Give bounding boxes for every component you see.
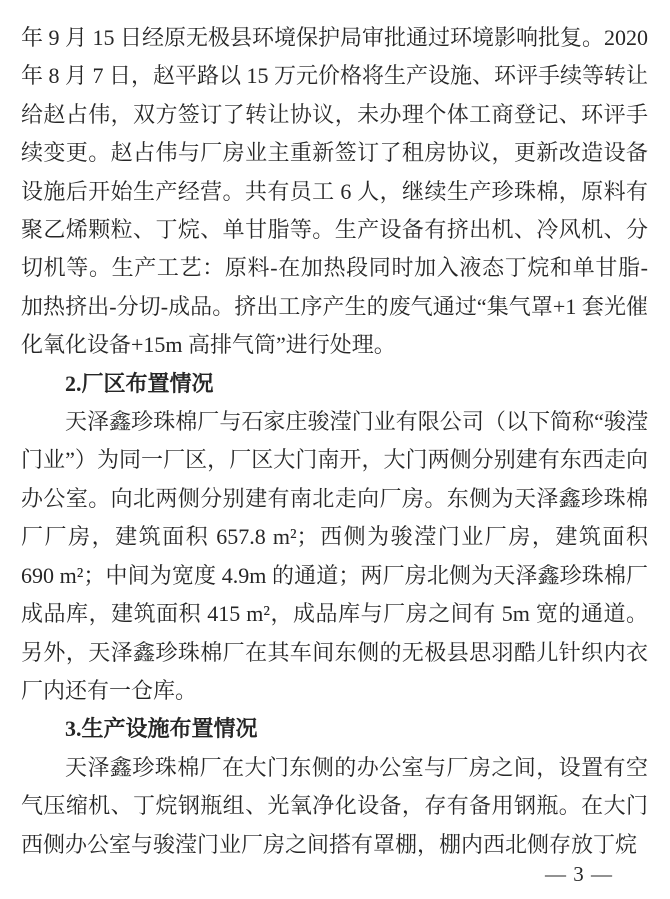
section-heading-production-facilities: 3.生产设施布置情况 (65, 716, 258, 742)
section-heading-plant-layout: 2.厂区布置情况 (65, 370, 214, 396)
paragraph-production-facilities: 天泽鑫珍珠棉厂在大门东侧的办公室与厂房之间，设置有空气压缩机、丁烷钢瓶组、光氧净化设备，存有备用钢瓶。在大门西侧办公室与骏滢门业厂房之间搭有罩棚，棚内西北侧存放丁烷 (21, 754, 648, 857)
paragraph-plant-layout: 天泽鑫珍珠棉厂与石家庄骏滢门业有限公司（以下简称“骏滢门业”）为同一厂区，厂区大门南开，大门两侧分别建有东西走向办公室。向北两侧分别建有南北走向厂房。东侧为天泽鑫珍珠棉厂厂房，建筑面积 657.8 m²；西侧为骏滢门业厂房，建筑面积 690 m²；中间为宽度 4.9m 的通道；两厂房北侧为天泽鑫珍珠棉厂成品库，建筑面积 415 m²，成品库与厂房之间有 5m 宽的通道。另外，天泽鑫珍珠棉厂在其车间东侧的无极县思羽酷儿针织内衣厂内还有一仓库。 (21, 409, 648, 703)
paragraph-continuation: 年 9 月 15 日经原无极县环境保护局审批通过环境影响批复。2020 年 8 月 7 日，赵平路以 15 万元价格将生产设施、环评手续等转让给赵占伟，双方签订了转让协议，未办理个体工商登记、环评手续变更。赵占伟与厂房业主重新签订了租房协议，更新改造设备设施后开始生产经营。共有员工 6 人，继续生产珍珠棉，原料有聚乙烯颗粒、丁烷、单甘脂等。生产设备有挤出机、冷风机、分切机等。生产工艺：原料-在加热段同时加入液态丁烷和单甘脂-加热挤出-分切-成品。挤出工序产生的废气通过“集气罩+1 套光催化氧化设备+15m 高排气筒”进行处理。 (21, 25, 649, 358)
page-number: — 3 — (545, 862, 613, 886)
